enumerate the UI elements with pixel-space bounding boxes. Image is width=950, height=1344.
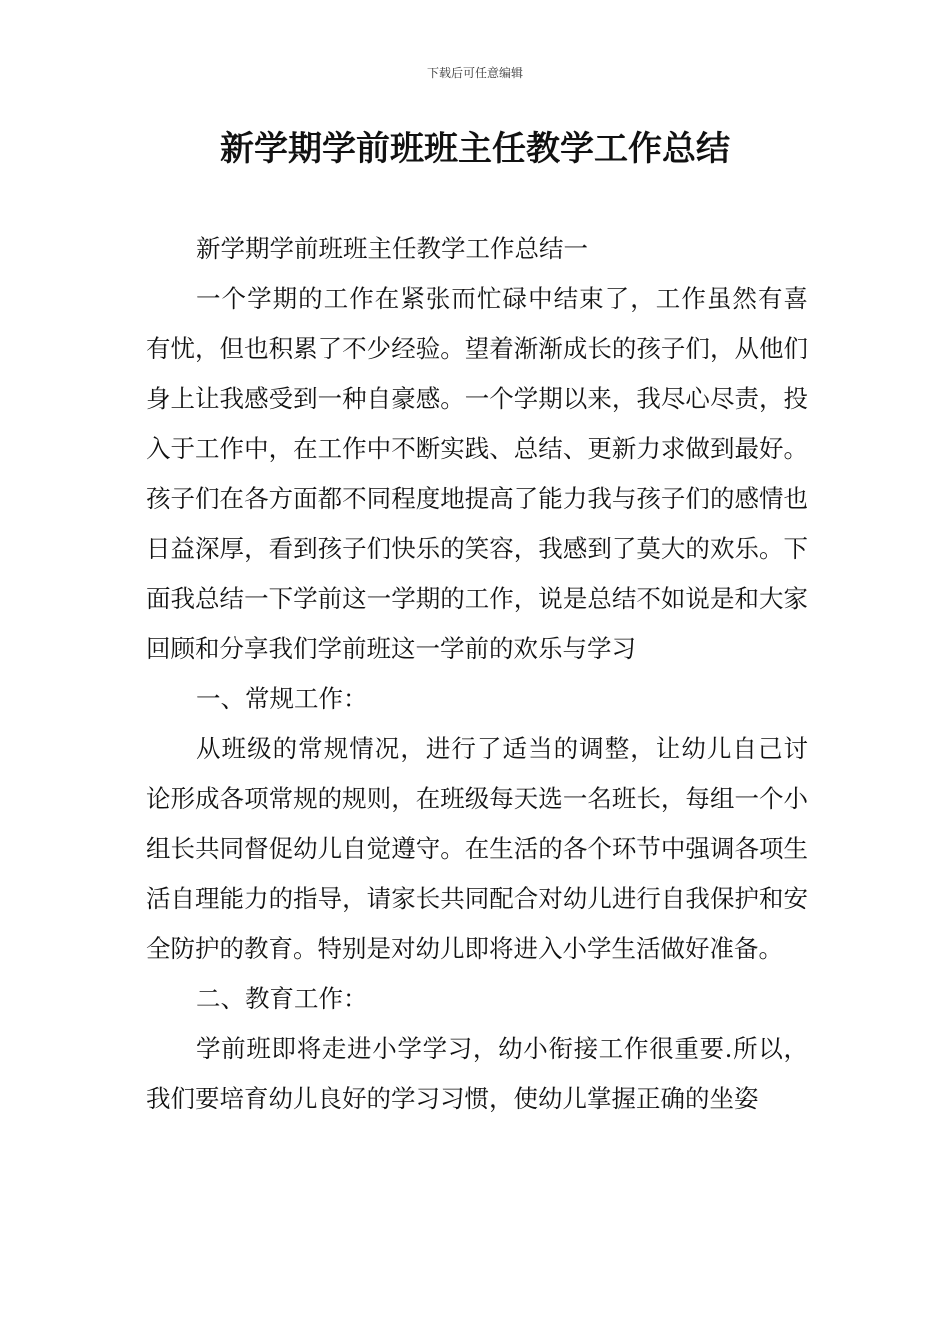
paragraph-subtitle: 新学期学前班班主任教学工作总结一 [196,234,588,263]
section-heading-routine: 一、常规工作： [196,684,368,713]
paragraph-education: 学前班即将走进小学学习，幼小衔接工作很重要.所以，我们要培育幼儿良好的学习习惯，使幼儿掌握正确的坐姿 [146,1034,808,1113]
paragraph-intro: 一个学期的工作在紧张而忙碌中结束了，工作虽然有喜有忧，但也积累了不少经验。望着渐渐成长的孩子们，从他们身上让我感受到一种自豪感。一个学期以来，我尽心尽责，投入于工作中，在工作中不断实践、总结、更新力求做到最好。孩子们在各方面都不同程度地提高了能力我与孩子们的感情也日益深厚，看到孩子们快乐的笑容，我感到了莫大的欢乐。下面我总结一下学前这一学期的工作，说是总结不如说是和大家回顾和分享我们学前班这一学前的欢乐与学习 [146,284,808,663]
header-note: 下载后可任意编辑 [426,66,523,80]
section-heading-education: 二、教育工作： [196,984,368,1013]
document-body [146,224,808,1124]
paragraph-routine: 从班级的常规情况，进行了适当的调整，让幼儿自己讨论形成各项常规的规则，在班级每天选一名班长，每组一个小组长共同督促幼儿自觉遵守。在生活的各个环节中强调各项生活自理能力的指导，请家长共同配合对幼儿进行自我保护和安全防护的教育。特别是对幼儿即将进入小学生活做好准备。 [146,734,808,963]
document-title: 新学期学前班班主任教学工作总结 [220,129,730,169]
